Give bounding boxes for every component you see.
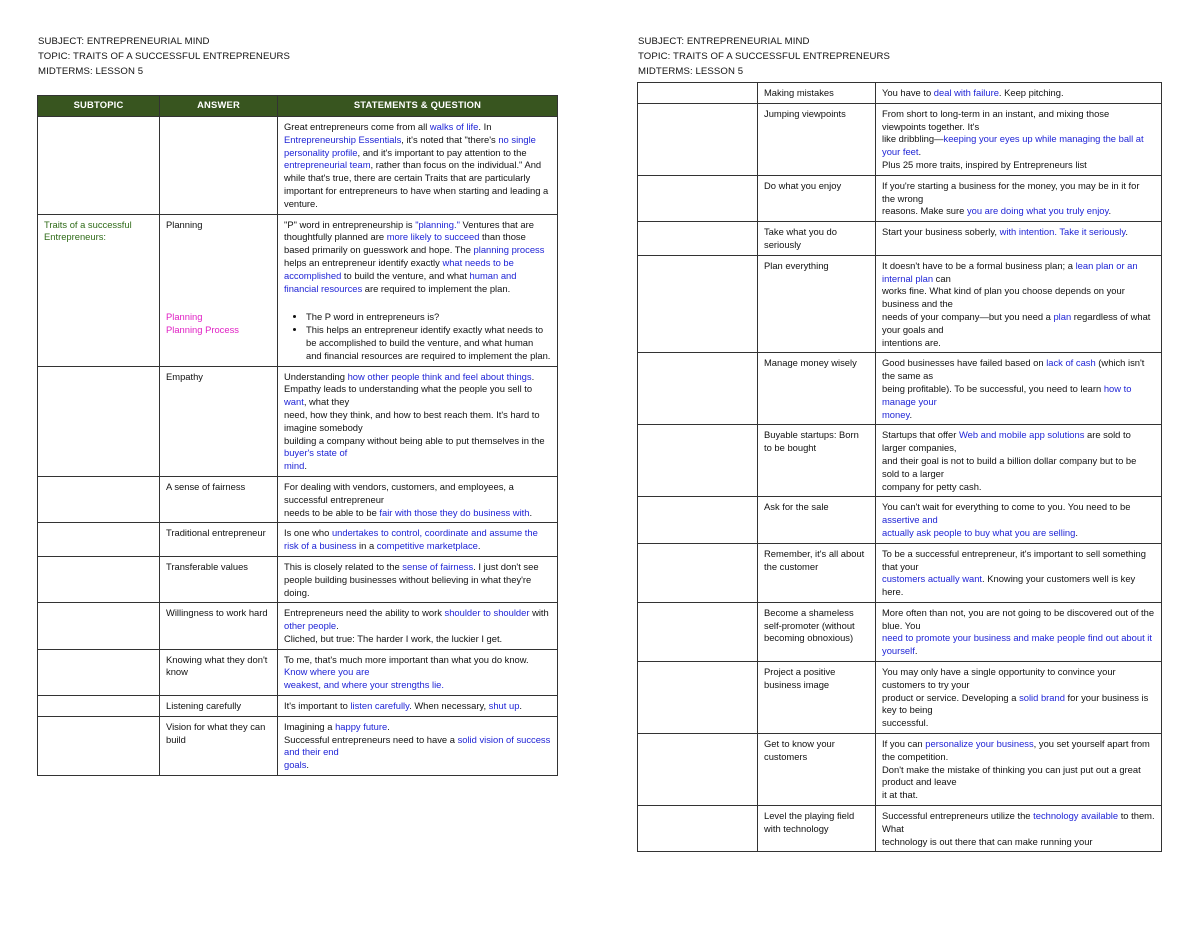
- answer-cell: [758, 543, 876, 602]
- text-segment: with: [529, 607, 549, 619]
- answer-cell: [758, 83, 876, 104]
- column-header-answer: ANSWER: [160, 96, 278, 117]
- highlighted-phrase: what needs to be accomplished: [284, 256, 514, 281]
- text-segment: .: [1075, 526, 1078, 538]
- subtopic-cell: [38, 649, 160, 695]
- text-segment: You can't wait for everything to come to you. You need to be: [882, 501, 1131, 513]
- statement-cell: [278, 696, 558, 717]
- highlighted-phrase: "planning.": [415, 218, 460, 230]
- answer-text: A sense of fairness: [166, 480, 246, 492]
- answer-text: Plan everything: [764, 259, 829, 271]
- answer-cell: [758, 662, 876, 734]
- text-segment: . Cliched, but true: The harder I work, the luckier I get.: [284, 620, 503, 644]
- text-segment: Good businesses have failed based on: [882, 357, 1047, 369]
- statement-text: [882, 607, 1155, 658]
- highlighted-phrase: technology available: [1033, 810, 1119, 822]
- text-segment: , you set yourself apart from the competition. Don't make the mistake of thinking you can just put out a great product and leave it at that.: [882, 738, 1150, 801]
- text-segment: are sold to larger companies, and their goal is not to build a billion dollar company but to be sold to a larger company for petty cash.: [882, 429, 1137, 492]
- text-segment: Understanding: [284, 370, 348, 382]
- highlighted-phrase: you are doing what you truly enjoy: [966, 205, 1109, 217]
- subtopic-cell: [638, 543, 758, 602]
- question-item: • The P word in entrepreneurs is?: [306, 311, 551, 324]
- text-segment: If you're starting a business for the money, you may be in it for the wrong reasons. Make sure: [882, 179, 1140, 217]
- text-segment: More often than not, you are not going to be discovered out of the blue. You: [882, 606, 1155, 631]
- statement-text: [284, 700, 551, 713]
- text-segment: If you can: [882, 738, 926, 750]
- text-segment: , it's noted that "there's: [401, 133, 499, 145]
- table-row: [638, 602, 1162, 661]
- highlighted-phrase: sense of fairness: [402, 560, 474, 572]
- statement-cell: [278, 523, 558, 557]
- answer-cell: [160, 556, 278, 602]
- text-segment: .: [1125, 226, 1128, 238]
- text-segment: , and it's important to pay attention to the: [357, 146, 527, 158]
- table-row: [38, 523, 558, 557]
- statement-text: [882, 501, 1155, 539]
- answer-cell: [160, 649, 278, 695]
- highlighted-phrase: planning process: [473, 244, 545, 256]
- document-page-right: [600, 0, 1200, 927]
- table-row: [38, 649, 558, 695]
- answer-text: Remember, it's all about the customer: [764, 547, 865, 572]
- table-row: [638, 734, 1162, 806]
- statement-text: [882, 548, 1155, 599]
- statement-text: [284, 219, 551, 296]
- question-item: • This helps an entrepreneur identify exactly what needs to be accomplished to build the venture, and what human and financial resources are required to implement the plan.: [306, 324, 551, 362]
- text-segment: Great entrepreneurs come from all: [284, 121, 430, 132]
- subtopic-cell: [638, 497, 758, 543]
- text-segment: .: [529, 506, 533, 518]
- answer-cell: [160, 696, 278, 717]
- statement-cell: [876, 662, 1162, 734]
- statement-cell: [278, 603, 558, 649]
- table-row: [638, 255, 1162, 353]
- statement-cell: [278, 649, 558, 695]
- text-segment: From short to long-term in an instant, and mixing those viewpoints together. It's like dribbling—: [882, 107, 1110, 145]
- column-header-statements: STATEMENTS & QUESTION: [278, 96, 558, 117]
- statement-cell: [278, 366, 558, 476]
- text-segment: are required to implement the plan.: [362, 282, 511, 294]
- statement-cell: [278, 117, 558, 215]
- text-segment: .: [1108, 205, 1112, 217]
- text-segment: You have to: [882, 87, 934, 98]
- statement-cell: [876, 222, 1162, 256]
- highlighted-phrase: assertive and actually ask people to buy what you are selling: [882, 514, 1076, 538]
- highlighted-phrase: undertakes to control, coordinate and assume the risk of a business: [284, 527, 538, 552]
- column-header-subtopic: SUBTOPIC: [38, 96, 160, 117]
- answer-text: Become a shameless self-promoter (without becoming obnoxious): [764, 606, 855, 644]
- highlighted-phrase: no single personality profile: [284, 133, 536, 158]
- text-segment: , what they need, how they think, and how to best reach them. It's hard to imagine somebody building a company without being able to put themselves in the: [284, 396, 545, 446]
- answer-text: Jumping viewpoints: [764, 107, 846, 119]
- subtopic-cell: [38, 476, 160, 522]
- text-segment: . In: [478, 121, 492, 132]
- subject-line: SUBJECT: ENTREPRENEURIAL MIND: [638, 36, 810, 47]
- highlighted-phrase: happy future: [335, 720, 388, 732]
- highlighted-phrase: keeping your eyes up while managing the ball at your feet: [882, 133, 1144, 158]
- highlighted-phrase: more likely to succeed: [386, 231, 480, 243]
- statement-cell: [278, 214, 558, 366]
- table-row: [638, 806, 1162, 852]
- highlighted-phrase: plan: [1053, 310, 1072, 322]
- subtopic-cell: [638, 255, 758, 353]
- statement-cell: [876, 806, 1162, 852]
- subtopic-cell: [638, 175, 758, 221]
- answer-text: Willingness to work hard: [166, 607, 268, 619]
- subtopic-cell: [38, 556, 160, 602]
- statement-cell: [876, 734, 1162, 806]
- answer-cell: [160, 523, 278, 557]
- text-segment: This is closely related to the: [284, 560, 403, 572]
- answer-cell: [758, 806, 876, 852]
- text-segment: . Keep pitching.: [998, 87, 1064, 98]
- table-row: [638, 497, 1162, 543]
- text-segment: Entrepreneurs need the ability to work: [284, 607, 445, 619]
- highlighted-phrase: solid brand: [1019, 691, 1065, 703]
- answer-text: Traditional entrepreneur: [166, 527, 266, 539]
- text-segment: .: [304, 460, 307, 472]
- statement-cell: [876, 497, 1162, 543]
- table-row: [638, 175, 1162, 221]
- highlighted-phrase: solid vision of success and their end goals: [284, 733, 551, 771]
- statement-text: [284, 371, 551, 473]
- statement-text: [882, 260, 1155, 350]
- answer-cell: [160, 117, 278, 215]
- statement-text: [284, 121, 551, 211]
- statement-text: [284, 721, 551, 772]
- statement-text: [284, 607, 551, 645]
- table-row: [638, 543, 1162, 602]
- text-segment: . Knowing your customers well is key here.: [882, 573, 1136, 598]
- text-segment: , rather than focus on the individual." And while that's true, there are certain Traits that are particularly important for entrepreneurs to have when starting and leading a venture.: [284, 159, 549, 209]
- statement-text: [882, 357, 1155, 421]
- answer-text: Level the playing field with technology: [764, 810, 855, 834]
- statement-text: [882, 226, 1155, 239]
- text-segment: .: [909, 408, 913, 420]
- answer-text: Making mistakes: [764, 87, 834, 98]
- table-row: [638, 353, 1162, 425]
- text-segment: . Successful entrepreneurs need to have a: [284, 720, 458, 745]
- lesson-line: MIDTERMS: LESSON 5: [38, 66, 144, 77]
- topic-line: TOPIC: TRAITS OF A SUCCESSFUL ENTREPRENEURS: [638, 51, 891, 62]
- answer-text: Project a positive business image: [764, 666, 836, 690]
- traits-table-left: [37, 95, 558, 776]
- subtopic-cell: [638, 806, 758, 852]
- subtopic-cell: [638, 662, 758, 734]
- answer-cell: [160, 214, 278, 366]
- statement-cell: [876, 425, 1162, 497]
- statement-text: [882, 429, 1155, 493]
- answer-text: Listening carefully: [166, 700, 242, 712]
- highlighted-phrase: human and financial resources: [284, 269, 517, 294]
- answer-cell: [758, 734, 876, 806]
- text-segment: . When necessary,: [409, 700, 489, 712]
- answer-cell: [758, 425, 876, 497]
- page-header: [638, 34, 890, 79]
- text-segment: than those based primarily on guesswork and hope. The: [284, 231, 526, 256]
- text-segment: It's important to: [284, 700, 351, 712]
- highlighted-phrase: listen carefully: [350, 700, 410, 712]
- statement-text: [882, 810, 1155, 848]
- answer-cell: [758, 497, 876, 543]
- subject-line: SUBJECT: ENTREPRENEURIAL MIND: [38, 36, 210, 47]
- text-segment: You may only have a single opportunity to convince your customers to try your product or service. Developing a: [882, 666, 1116, 703]
- answer-text: Buyable startups: Born to be bought: [764, 429, 859, 454]
- answer-cell: [758, 602, 876, 661]
- highlighted-phrase: other people: [284, 620, 337, 632]
- text-segment: Startups that offer: [882, 429, 959, 441]
- subtopic-cell: [638, 83, 758, 104]
- answer-text: Knowing what they don't know: [166, 653, 268, 678]
- highlighted-phrase: shoulder to shoulder: [444, 607, 530, 619]
- text-segment: Imagining a: [284, 720, 336, 732]
- statement-cell: [876, 543, 1162, 602]
- highlighted-phrase: deal with failure: [933, 87, 999, 98]
- answer-cell: [160, 603, 278, 649]
- traits-table-right: [637, 82, 1162, 852]
- answer-text: Do what you enjoy: [764, 179, 842, 191]
- answer-cell: [160, 716, 278, 775]
- answer-text: Empathy: [166, 370, 203, 382]
- text-segment: . I just don't see people building businesses without believing in what they're doing.: [284, 560, 539, 598]
- highlighted-phrase: Web and mobile app solutions: [958, 429, 1085, 441]
- answer-text: Manage money wisely: [764, 357, 857, 369]
- answer-text: Take what you do seriously: [764, 226, 837, 250]
- table-row: [38, 603, 558, 649]
- answer-highlight: Planning: [166, 311, 203, 323]
- text-segment: To be a successful entrepreneur, it's important to sell something that your: [882, 547, 1146, 572]
- highlighted-phrase: need to promote your business and make people find out about it yourself: [882, 632, 1152, 657]
- answer-text: Ask for the sale: [764, 501, 829, 513]
- answer-cell: [758, 222, 876, 256]
- highlighted-phrase: how other people think and feel about things: [347, 370, 532, 382]
- answer-cell: [758, 353, 876, 425]
- text-segment: . Plus 25 more traits, inspired by Entrepreneurs list: [882, 146, 1087, 170]
- subtopic-cell: [638, 734, 758, 806]
- topic-line: TOPIC: TRAITS OF A SUCCESSFUL ENTREPRENEURS: [38, 51, 291, 62]
- table-row: [638, 425, 1162, 497]
- table-row: [38, 476, 558, 522]
- answer-text: Get to know your customers: [764, 738, 835, 762]
- highlighted-phrase: customers actually want: [882, 573, 983, 585]
- highlighted-phrase: lean plan or an internal plan: [882, 259, 1138, 284]
- subtopic-cell: [638, 103, 758, 175]
- highlighted-phrase: lack of cash: [1046, 357, 1096, 369]
- subtopic-cell: [638, 425, 758, 497]
- text-segment: "P" word in entrepreneurship is: [284, 218, 416, 230]
- highlighted-phrase: walks of life: [429, 121, 479, 132]
- text-segment: for your business is key to being successful.: [882, 691, 1149, 729]
- text-segment: Start your business soberly,: [882, 226, 1000, 238]
- table-row: [38, 366, 558, 476]
- text-segment: Is one who: [284, 527, 332, 539]
- statement-cell: [876, 255, 1162, 353]
- highlighted-phrase: buyer's state of mind: [284, 447, 348, 472]
- statement-text: [284, 527, 551, 553]
- table-row: [38, 716, 558, 775]
- answer-cell: [758, 103, 876, 175]
- subtopic-cell: [638, 602, 758, 661]
- text-segment: Ventures that are thoughtfully planned are: [284, 218, 534, 243]
- statement-cell: [876, 103, 1162, 175]
- text-segment: can works fine. What kind of plan you choose depends on your business and the needs of your company—but you need a: [882, 272, 1125, 322]
- statement-cell: [876, 83, 1162, 104]
- lesson-line: MIDTERMS: LESSON 5: [638, 66, 744, 77]
- highlighted-phrase: fair with those they do business with: [379, 506, 530, 518]
- answer-text: Transferable values: [166, 560, 248, 572]
- statement-cell: [876, 175, 1162, 221]
- highlighted-phrase: how to manage your money: [882, 382, 1132, 420]
- highlighted-phrase: shut up: [488, 700, 520, 712]
- table-header-row: [38, 96, 558, 117]
- subtopic-cell: Traits of a successful Entrepreneurs:: [38, 214, 160, 366]
- table-row: [638, 662, 1162, 734]
- subtopic-cell: [38, 523, 160, 557]
- statement-text: [882, 738, 1155, 802]
- highlighted-phrase: Entrepreneurship Essentials: [284, 133, 402, 145]
- subtopic-cell: [38, 603, 160, 649]
- text-segment: It doesn't have to be a formal business plan; a: [882, 259, 1076, 271]
- text-segment: Successful entrepreneurs utilize the: [882, 810, 1034, 822]
- answer-text: Vision for what they can build: [166, 720, 266, 745]
- highlighted-phrase: Know where you are weakest, and where your strengths lie.: [284, 666, 444, 691]
- highlighted-phrase: entrepreneurial team: [284, 159, 371, 171]
- subtopic-cell: [638, 222, 758, 256]
- text-segment: .: [914, 645, 918, 657]
- highlighted-phrase: competitive marketplace: [376, 540, 478, 552]
- table-row: [638, 222, 1162, 256]
- text-segment: .: [519, 700, 523, 712]
- answer-cell: [758, 175, 876, 221]
- answer-cell: [160, 476, 278, 522]
- subtopic-cell: [638, 353, 758, 425]
- subtopic-cell: [38, 716, 160, 775]
- text-segment: helps an entrepreneur identify exactly: [284, 256, 443, 268]
- text-segment: regardless of what your goals and intentions are.: [882, 310, 1151, 348]
- statement-text: [284, 481, 551, 519]
- statement-cell: [278, 476, 558, 522]
- answer-cell: [160, 366, 278, 476]
- answer-text: Planning: [166, 218, 203, 230]
- text-segment: to them. What technology is out there that can make running your: [882, 810, 1155, 847]
- answer-highlight: Planning Process: [166, 324, 239, 336]
- subtopic-cell: [38, 696, 160, 717]
- statement-text: [882, 180, 1155, 218]
- statement-text: [284, 561, 551, 599]
- text-segment: .: [306, 759, 310, 771]
- statement-cell: [278, 716, 558, 775]
- question-list: [284, 311, 551, 362]
- text-segment: To me, that's much more important than what you do know.: [284, 653, 529, 665]
- statement-cell: [876, 353, 1162, 425]
- page-header: [38, 34, 290, 79]
- subtopic-cell: [38, 366, 160, 476]
- table-row: [638, 103, 1162, 175]
- statement-text: [284, 654, 551, 692]
- answer-cell: [758, 255, 876, 353]
- highlighted-phrase: want: [284, 396, 304, 408]
- subtopic-cell: [38, 117, 160, 215]
- text-segment: .: [477, 540, 481, 552]
- highlighted-phrase: with intention. Take it seriously: [999, 226, 1126, 238]
- highlighted-phrase: personalize your business: [925, 738, 1034, 750]
- statement-text: [882, 87, 1155, 100]
- statement-cell: [278, 556, 558, 602]
- table-row: [38, 696, 558, 717]
- statement-cell: [876, 602, 1162, 661]
- table-row: [38, 214, 558, 366]
- table-row: [638, 83, 1162, 104]
- text-segment: For dealing with vendors, customers, and employees, a successful entrepreneur needs to be able to be: [284, 480, 514, 518]
- text-segment: to build the venture, and what: [341, 269, 470, 281]
- text-segment: in a: [356, 540, 377, 552]
- table-row: [38, 556, 558, 602]
- statement-text: [882, 666, 1155, 730]
- text-segment: (which isn't the same as being profitable). To be successful, you need to learn: [882, 357, 1145, 394]
- table-row: [38, 117, 558, 215]
- statement-text: [882, 108, 1155, 172]
- text-segment: . Empathy leads to understanding what the people you sell to: [284, 370, 535, 395]
